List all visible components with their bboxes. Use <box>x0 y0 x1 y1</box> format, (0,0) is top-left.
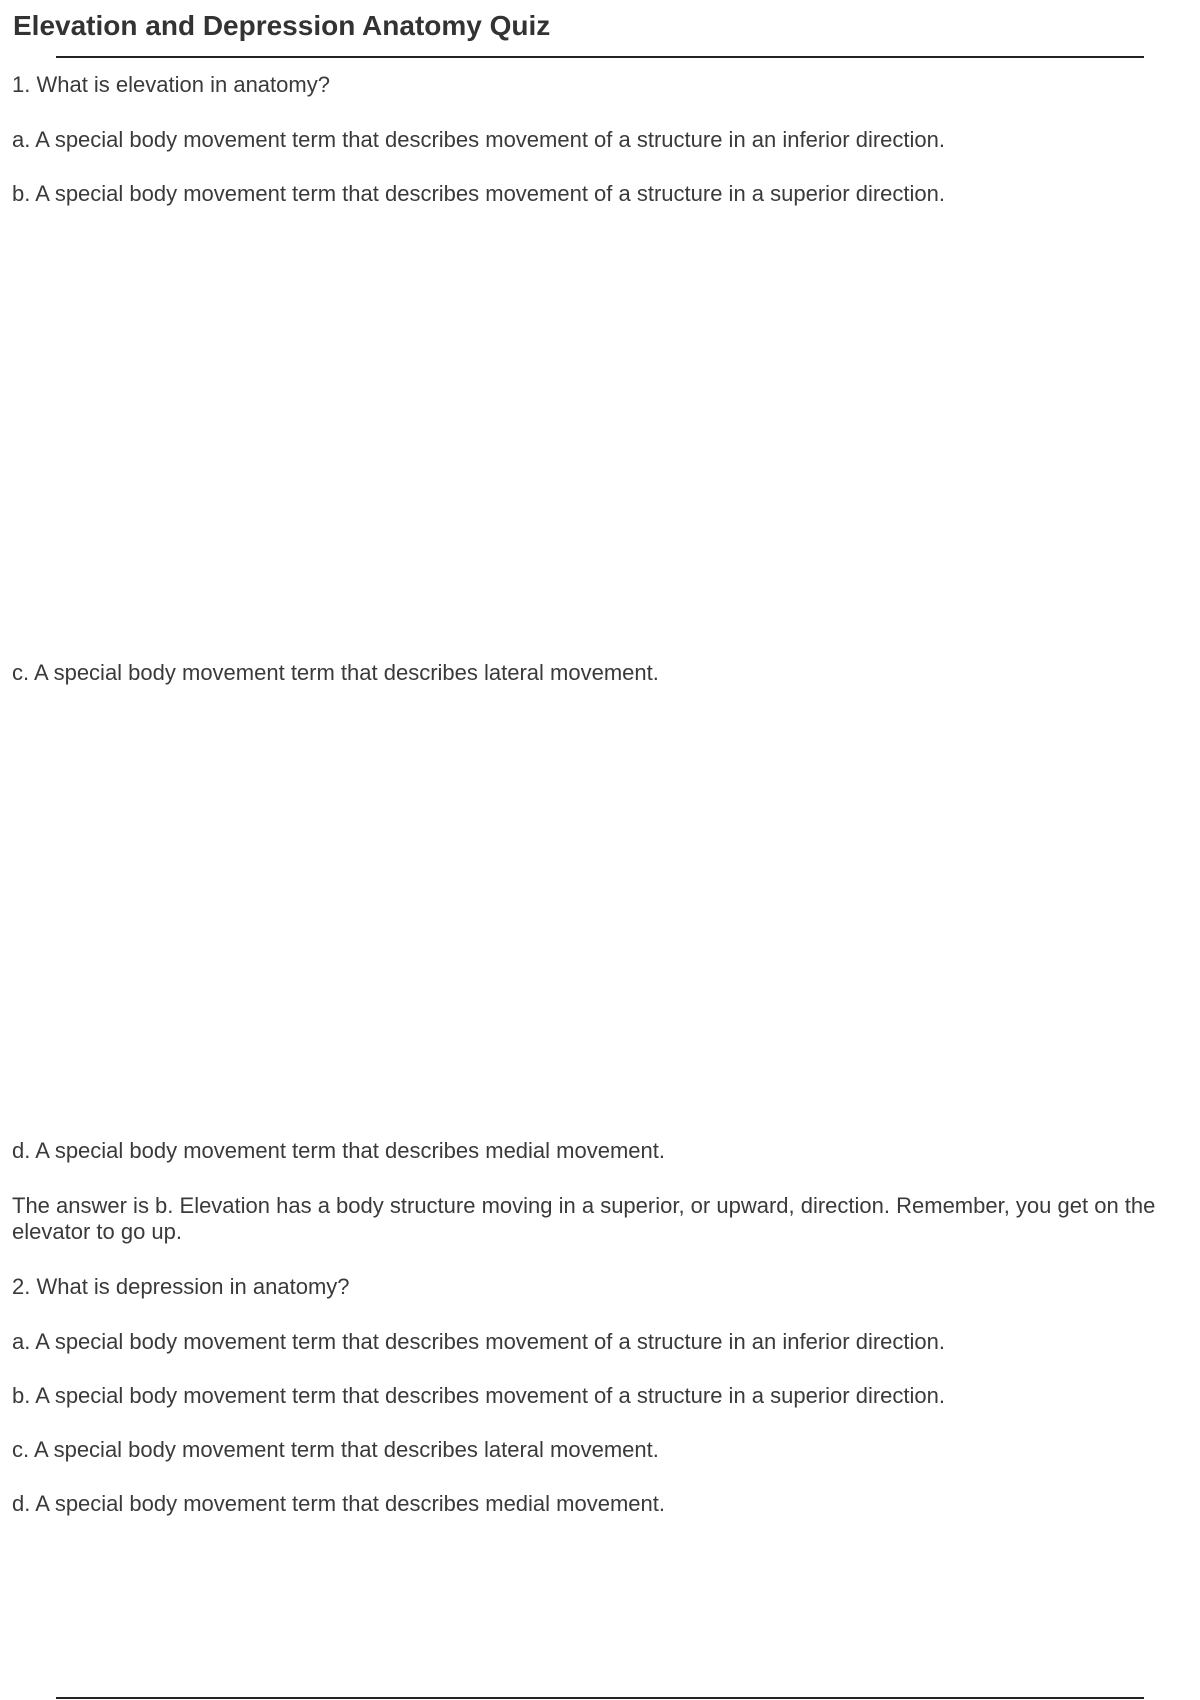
question-1-option-b: b. A special body movement term that describes movement of a structure in a superior direction. <box>12 181 946 206</box>
question-2: 2. What is depression in anatomy? <box>12 1274 350 1299</box>
question-2-option-d: d. A special body movement term that describes medial movement. <box>12 1491 665 1516</box>
top-divider <box>56 56 1144 58</box>
question-2-option-c: c. A special body movement term that describes lateral movement. <box>12 1437 659 1462</box>
question-1-option-c: c. A special body movement term that describes lateral movement. <box>12 660 659 685</box>
page-title: Elevation and Depression Anatomy Quiz <box>13 10 551 41</box>
question-1-answer: The answer is b. Elevation has a body structure moving in a superior, or upward, direction. Remember, you get on the elevator to go up. <box>12 1193 1156 1244</box>
bottom-divider <box>56 1697 1144 1699</box>
question-2-option-b: b. A special body movement term that describes movement of a structure in a superior direction. <box>12 1383 946 1408</box>
question-1-option-d: d. A special body movement term that describes medial movement. <box>12 1138 665 1163</box>
question-2-option-a: a. A special body movement term that describes movement of a structure in an inferior direction. <box>12 1329 946 1354</box>
question-1-option-a: a. A special body movement term that describes movement of a structure in an inferior direction. <box>12 127 946 152</box>
question-1: 1. What is elevation in anatomy? <box>12 72 330 97</box>
